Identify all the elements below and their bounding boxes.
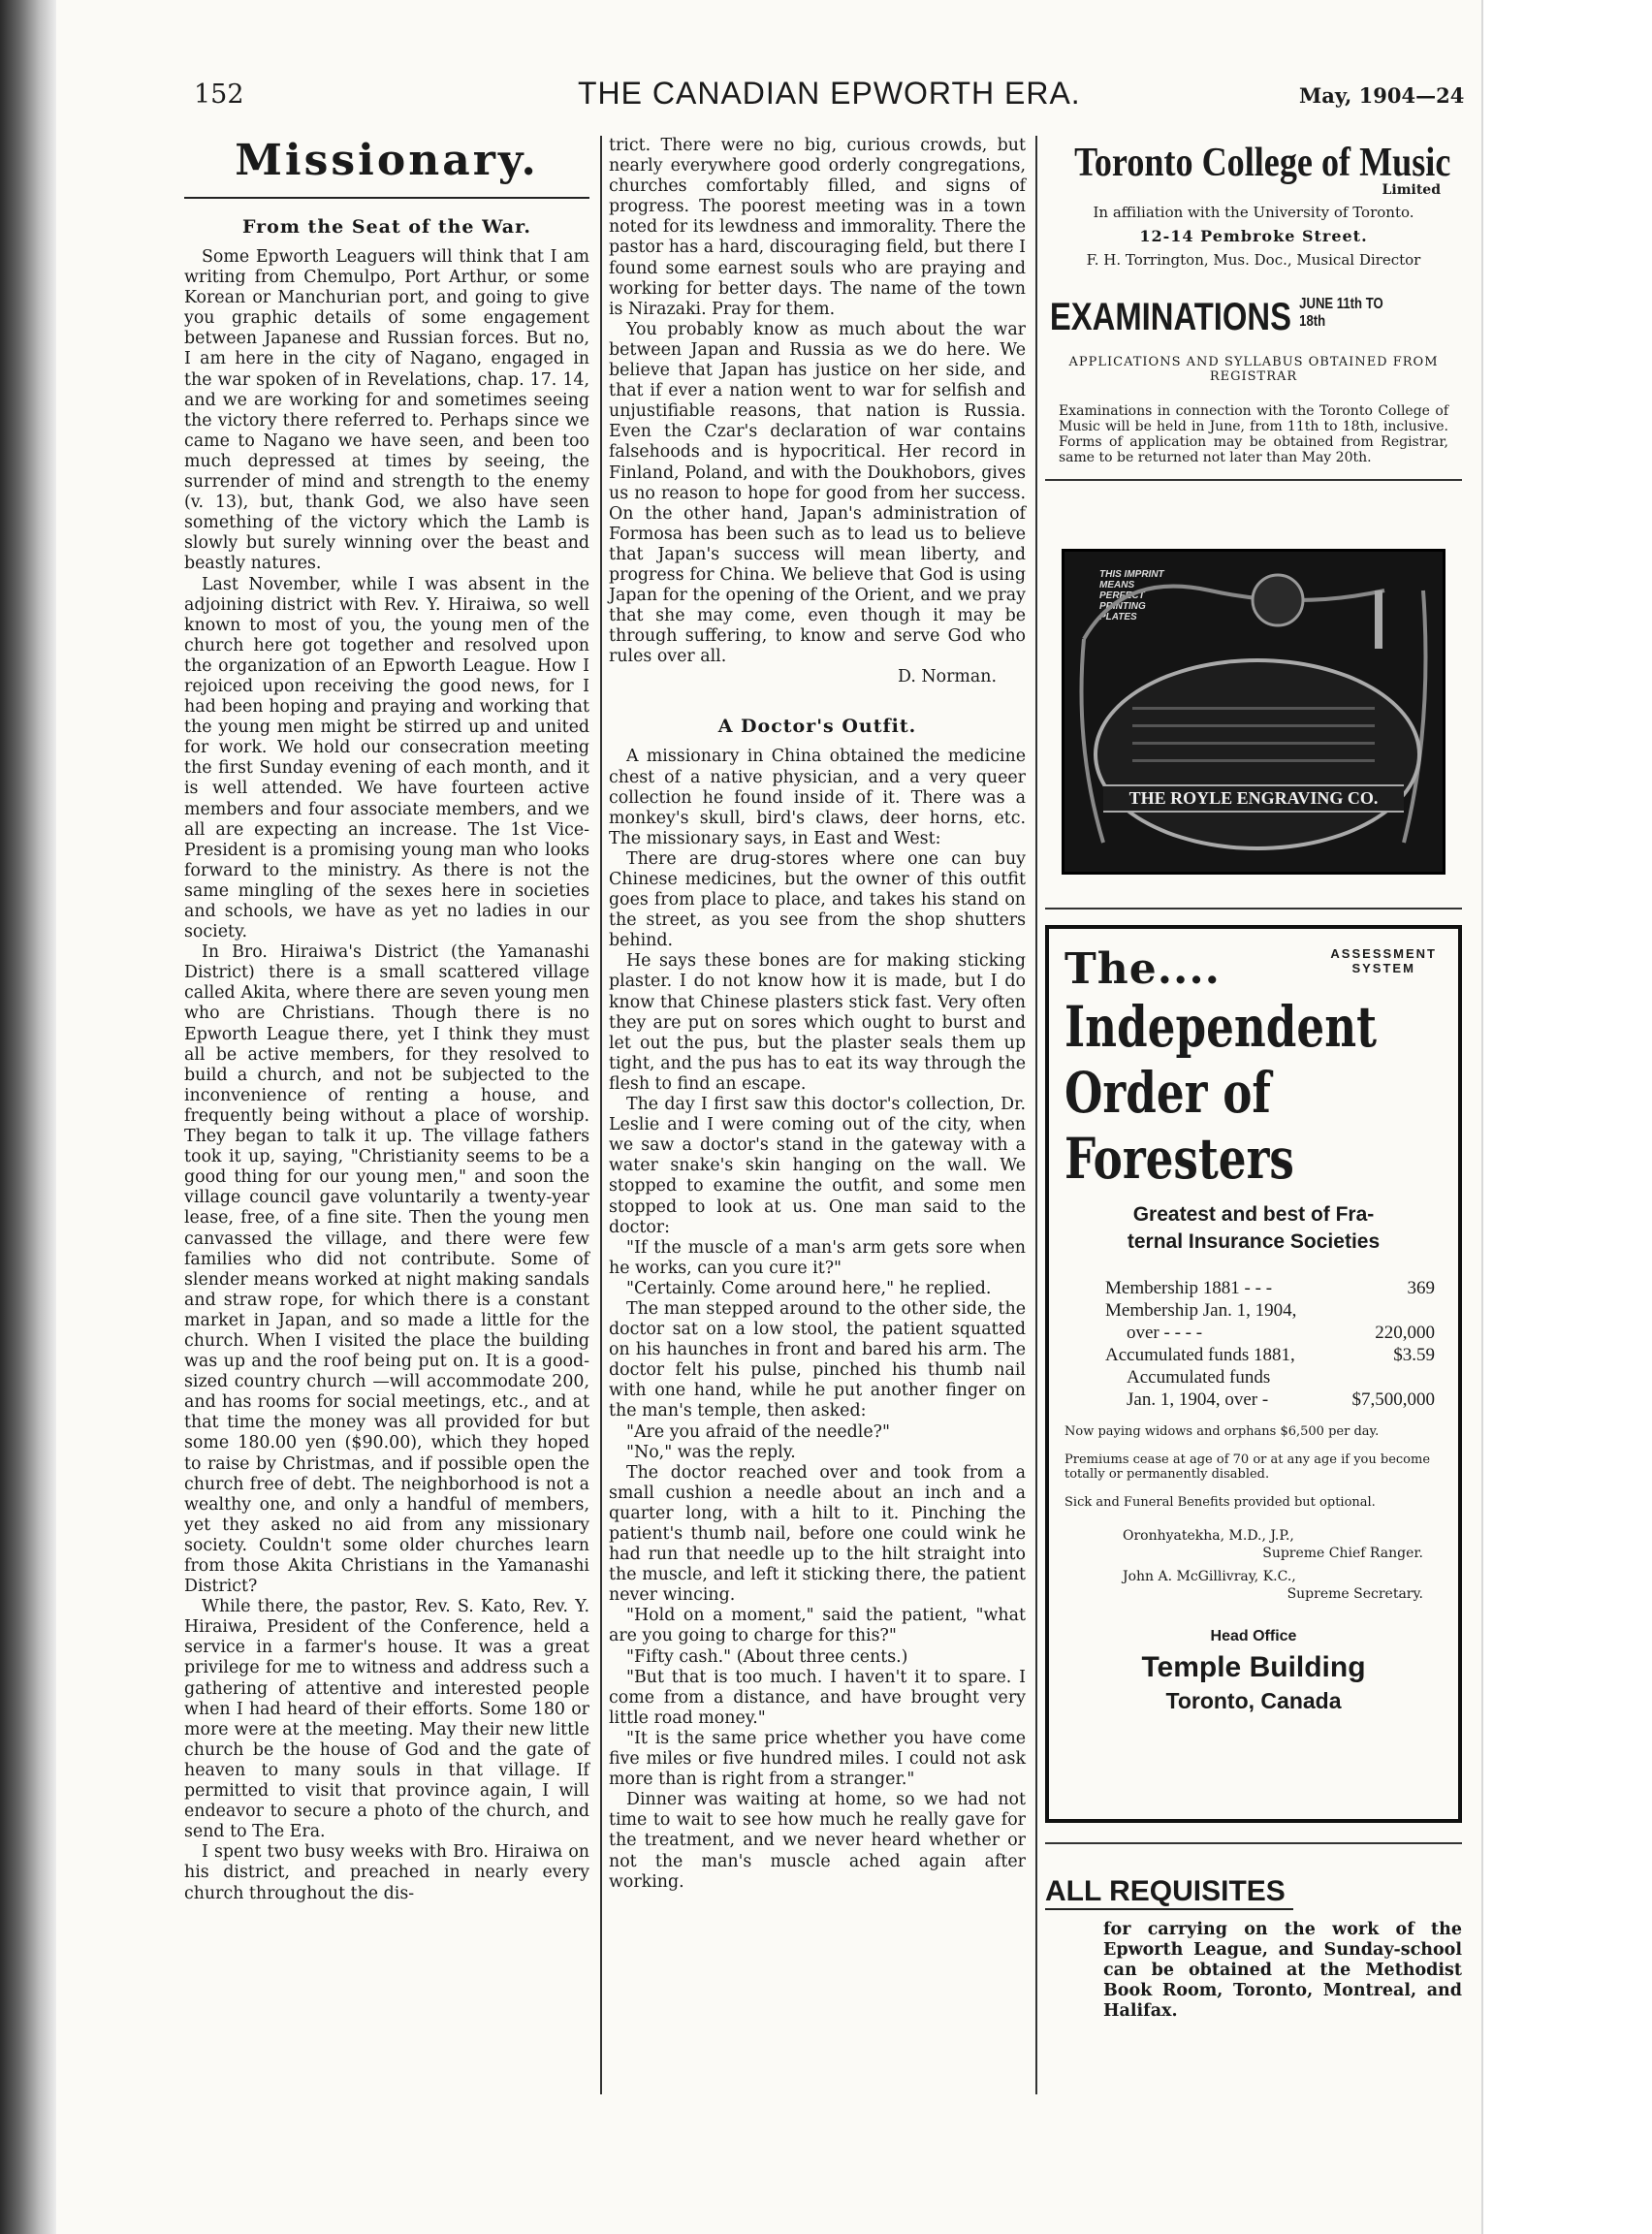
head-office-label: Head Office: [1210, 1628, 1297, 1644]
requisites-body: for carrying on the work of the Epworth League, and Sunday-school can be obtained at the Methodist Book Room, Toronto, Montreal, and Halifax.: [1103, 1920, 1462, 2021]
exam-dates-2: 18th: [1299, 313, 1326, 330]
officer-name: John A. McGillivray, K.C.,: [1123, 1569, 1296, 1584]
paragraph: You probably know as much about the war between Japan and Russia as we do here. We believe that Japan has justice on her side, and that if ever a nation went to war for selfish and unjustifiable reasons, that nation is Russia. Even the Czar's declaration of war contains falsehoods and is hypocritical. Her record in Finland, Poland, and with the Doukhobors, gives us no reason to hope for good from her success. On the other hand, Japan's administration of Formosa has been such as to lead us to believe that Japan's success will mean liberty, and progress for China. We believe that God is using Japan for the opening of the Orient, and we pray that she may come, even though it may be through suffering, to know and serve God who rules over all.: [609, 319, 1026, 667]
paragraph: The doctor reached over and took from a small cushion a needle about an inch and a quarter long, with a hilt to it. Pinching the patient's thumb nail, before one could wink he had run that needle up to the hilt straight into the muscle, and left it sticking there, the patient never wincing.: [609, 1462, 1026, 1606]
ad-affiliation: In affiliation with the University of Toronto.: [1093, 204, 1414, 221]
paragraph: "If the muscle of a man's arm gets sore when he works, can you cure it?": [609, 1237, 1026, 1278]
ad-body: Examinations in connection with the Toronto College of Music will be held in June, from 11th to 18th, inclusive. Forms of application may be obtained from Registrar, same to be returned not later than May 20th.: [1059, 403, 1448, 465]
ad-address: 12-14 Pembroke Street.: [1139, 227, 1368, 245]
divider: [1045, 908, 1462, 910]
officer-title: Supreme Chief Ranger.: [1262, 1546, 1423, 1561]
paragraph: trict. There were no big, curious crowds, but nearly everywhere good orderly congregations, churches comfortably filled, and signs of progress. The poorest meeting was in a town noted for its lewdness and immorality. There the pastor has a hard, discouraging field, but there I found some earnest souls who are praying and working for better days. The name of the town is Nirazaki. Pray for them.: [609, 136, 1026, 319]
ad-title: Toronto College of Music: [1074, 141, 1451, 185]
assessment-label: [1330, 946, 1437, 975]
divider: [1045, 479, 1462, 481]
paragraph: "Fifty cash." (About three cents.): [626, 1646, 908, 1667]
divider: [1045, 1842, 1462, 1844]
column-rule: [600, 136, 602, 2094]
stat-row: [1105, 1344, 1443, 1366]
article-title: A Doctor's Outfit.: [717, 716, 917, 738]
stat-value: $7,500,000: [1351, 1389, 1435, 1410]
paragraph: In Bro. Hiraiwa's District (the Yamanashi District) there is a small scattered village called Akita, where there are seven young men who are Christians. Though there is no Epworth League there, yet I think they must all be active members, for they resolved to build a church, and not be subjected to the inconvenience of renting a house, and frequently being without a place of worship. They began to talk it up. The village fathers took it up, saying, "Christianity seems to be a good thing for our young men," and soon the village council gave voluntarily a twenty-year lease, free, of a fine site. Then the young men canvassed the village, and there were few families who did not contribute. Some of slender means worked at night making sandals and straw rope, for which there is a constant market in Japan, and so made a little for the church. When I visited the place the building was up and the roof being put on. It is a good-sized country church —will accommodate 200, and has rooms for social meetings, etc., and at that time the money was all provided for but some 180.00 yen ($90.00), which they hoped to raise by Christmas, and if possible open the church free of debt. The neighborhood is not a wealthy one, and only a handful of members, yet they asked no aid from any missionary society. Couldn't some older churches learn from those Akita Christians in the Yamanashi District?: [184, 942, 589, 1597]
stat-row: [1105, 1366, 1443, 1388]
author-signature: D. Norman.: [898, 667, 997, 687]
officer-name: Oronhyatekha, M.D., J.P.,: [1123, 1528, 1294, 1544]
paragraph: Some Epworth Leaguers will think that I am writing from Chemulpo, Port Arthur, or some Korean or Manchurian port, and going to give you graphic details of some engagement between Japanese and Russian forces. But no, I am here in the city of Nagano, engaged in the war spoken of in Revelations, chap. 17. 14, and we are working for and sometimes seeing the victory there referred to. Perhaps since we came to Nagano we have seen, and been too much depressed at times by seeing, the surrender of mind and strength to the enemy (v. 13), but, thank God, we also have seen something of the victory which the Lamb is slowly but surely winning over the beast and beastly natures.: [184, 247, 589, 574]
stat-label: Accumulated funds: [1127, 1367, 1271, 1388]
paragraph: "But that is too much. I haven't it to spare. I come from a distance, and have brought very little road money.": [609, 1667, 1026, 1728]
scan-binding-edge: [0, 0, 56, 2234]
column-2: [609, 136, 1026, 1893]
paragraph: A missionary in China obtained the medicine chest of a native physician, and a very queer collection he found inside of it. There was a monkey's skull, bird's claws, deer horns, etc. The missionary says, in East and West:: [609, 747, 1026, 848]
paragraph: "No," was the reply.: [626, 1442, 796, 1462]
page-number: 152: [194, 80, 244, 110]
column-rule: [1035, 136, 1037, 2094]
engraving-text-line: [1132, 707, 1375, 710]
imprint-line: PERFECT: [1099, 590, 1145, 601]
paragraph: The man stepped around to the other side, the doctor sat on a low stool, the patient squatted on his haunches in front and bared his arm. The doctor felt his pulse, pinched his thumb nail with one hand, while he put another finger on the man's temple, then asked:: [609, 1298, 1026, 1421]
ad-director: F. H. Torrington, Mus. Doc., Musical Director: [1086, 251, 1421, 269]
paragraph: There are drug-stores where one can buy Chinese medicines, but the owner of this outfit goes from place to place, and takes his stand on the street, as you see from the shop shutters behind.: [609, 848, 1026, 951]
engraving-text-line: [1132, 742, 1375, 745]
stat-label: Jan. 1, 1904, over -: [1127, 1389, 1269, 1410]
paragraph: He says these bones are for making sticking plaster. I do not know how it is made, but I do know that Chinese plasters stick fast. Very often they are put on sores which ought to burst and let out the pus, but the plaster seals them up tight, and the pus has to eat its way through the flesh to find an escape.: [609, 951, 1026, 1094]
paragraph: While there, the pastor, Rev. S. Kato, Rev. Y. Hiraiwa, President of the Conference, held a service in a farmer's house. It was a great privilege for me to witness and address such a gathering of attentive and interested people when I had heard of their efforts. Some 180 or more were at the meeting. May their new little church be the house of God and the gate of heaven to many souls in that village. If permitted to visit that province again, I will endeavor to secure a photo of the church, and send to The Era.: [184, 1597, 589, 1842]
ad-exam-heading: [1045, 296, 1387, 339]
article-title: From the Seat of the War.: [242, 216, 531, 238]
assessment-line: SYSTEM: [1351, 961, 1415, 975]
paragraph: "Are you afraid of the needle?": [626, 1421, 890, 1442]
page-margin: [1481, 0, 1652, 2234]
head-office-building: Temple Building: [1141, 1651, 1366, 1683]
paragraph: "Hold on a moment," said the patient, "what are you going to charge for this?": [609, 1606, 1026, 1646]
paragraph: Dinner was waiting at home, so we had not time to wait to see how much he really gave for the treatment, and we never heard whether or not the man's muscle ached again after working.: [609, 1790, 1026, 1892]
stat-label: Accumulated funds 1881,: [1105, 1345, 1295, 1365]
issue-date: May, 1904—24: [1299, 83, 1465, 108]
tagline-line: Greatest and best of Fra-: [1132, 1203, 1375, 1226]
foresters-note: Premiums cease at age of 70 or at any age if you become totally or permanently disabled.: [1064, 1452, 1431, 1482]
stat-row: [1105, 1277, 1443, 1299]
stat-value: 220,000: [1375, 1323, 1435, 1343]
foresters-the: The....: [1064, 944, 1221, 994]
tagline-line: ternal Insurance Societies: [1127, 1230, 1381, 1253]
head-office-city: Toronto, Canada: [1165, 1688, 1342, 1713]
exam-title: EXAMINATIONS: [1049, 296, 1291, 338]
engraving-company: THE ROYLE ENGRAVING CO.: [1103, 784, 1404, 813]
stat-value: 369: [1407, 1278, 1435, 1298]
foresters-name-line: Order of: [1064, 1060, 1271, 1126]
journal-title: THE CANADIAN EPWORTH ERA.: [578, 76, 1081, 111]
foresters-name-line: Independent: [1064, 994, 1377, 1060]
ad-limited: Limited: [1382, 182, 1441, 198]
imprint-line: PLATES: [1099, 612, 1137, 622]
engraving-text-line: [1132, 724, 1375, 727]
column-3: [1045, 126, 1462, 2022]
exam-dates-1: JUNE 11th TO: [1299, 296, 1383, 312]
foresters-tagline: [1064, 1201, 1443, 1256]
foresters-name-line: Foresters: [1064, 1126, 1294, 1192]
foresters-ad: [1045, 925, 1462, 1823]
music-college-ad: [1045, 140, 1462, 465]
paragraph: Last November, while I was absent in the adjoining district with Rev. Y. Hiraiwa, so well known to most of you, the young men of the church here got together and resolved upon the organization of an Epworth League. How I rejoiced upon receiving the good news, for I had been hoping and praying and working that the young men might be stirred up and united for work. We hold our consecration meeting the first Sunday evening of each month, and it is well attended. We have fourteen active members and four associate members, and we all are expecting an increase. The 1st Vice-President is a promising young man who looks forward to the ministry. As there is not the same mingling of the sexes here in societies and schools, we have as yet no ladies in our society.: [184, 574, 589, 942]
column-1: [184, 126, 589, 1904]
foresters-note: Sick and Funeral Benefits provided but optional.: [1064, 1495, 1376, 1510]
membership-stats: [1064, 1277, 1443, 1411]
ornament-oval: [1094, 658, 1421, 850]
engraving-text-line: [1132, 759, 1375, 762]
imprint-line: THIS IMPRINT: [1099, 569, 1164, 580]
section-title: Missionary.: [184, 126, 589, 199]
stat-label: Membership Jan. 1, 1904,: [1105, 1300, 1297, 1321]
ad-applications: APPLICATIONS AND SYLLABUS OBTAINED FROM REGISTRAR: [1068, 355, 1439, 384]
stat-row: [1105, 1322, 1443, 1344]
paragraph: "It is the same price whether you have come five miles or five hundred miles. I could not ask more than is right from a stranger.": [609, 1728, 1026, 1790]
stat-value: $3.59: [1393, 1345, 1435, 1365]
exam-dates: [1299, 296, 1383, 331]
paragraph: I spent two busy weeks with Bro. Hiraiwa on his district, and preached in nearly every church throughout the dis-: [184, 1842, 589, 1903]
imprint-line: MEANS: [1099, 580, 1135, 590]
assessment-line: ASSESSMENT: [1330, 946, 1437, 961]
requisites-title: ALL REQUISITES: [1045, 1875, 1293, 1910]
paragraph: The day I first saw this doctor's collection, Dr. Leslie and I were coming out of the city, when we saw a doctor's stand in the gateway with a water snake's skin hanging on the wall. We stopped to examine the outfit, and some men stopped to look at us. One man said to the doctor:: [609, 1095, 1026, 1237]
engraving-ad: [1062, 549, 1446, 875]
foresters-note: Now paying widows and orphans $6,500 per day.: [1064, 1424, 1380, 1439]
stat-row: [1105, 1388, 1443, 1411]
stat-row: [1105, 1299, 1443, 1322]
paragraph: "Certainly. Come around here," he replied.: [626, 1278, 992, 1298]
stat-label: Membership 1881 - - -: [1105, 1278, 1273, 1298]
officer-title: Supreme Secretary.: [1287, 1586, 1423, 1602]
stat-label: over - - - -: [1127, 1323, 1203, 1343]
imprint-line: PRINTING: [1099, 601, 1146, 612]
